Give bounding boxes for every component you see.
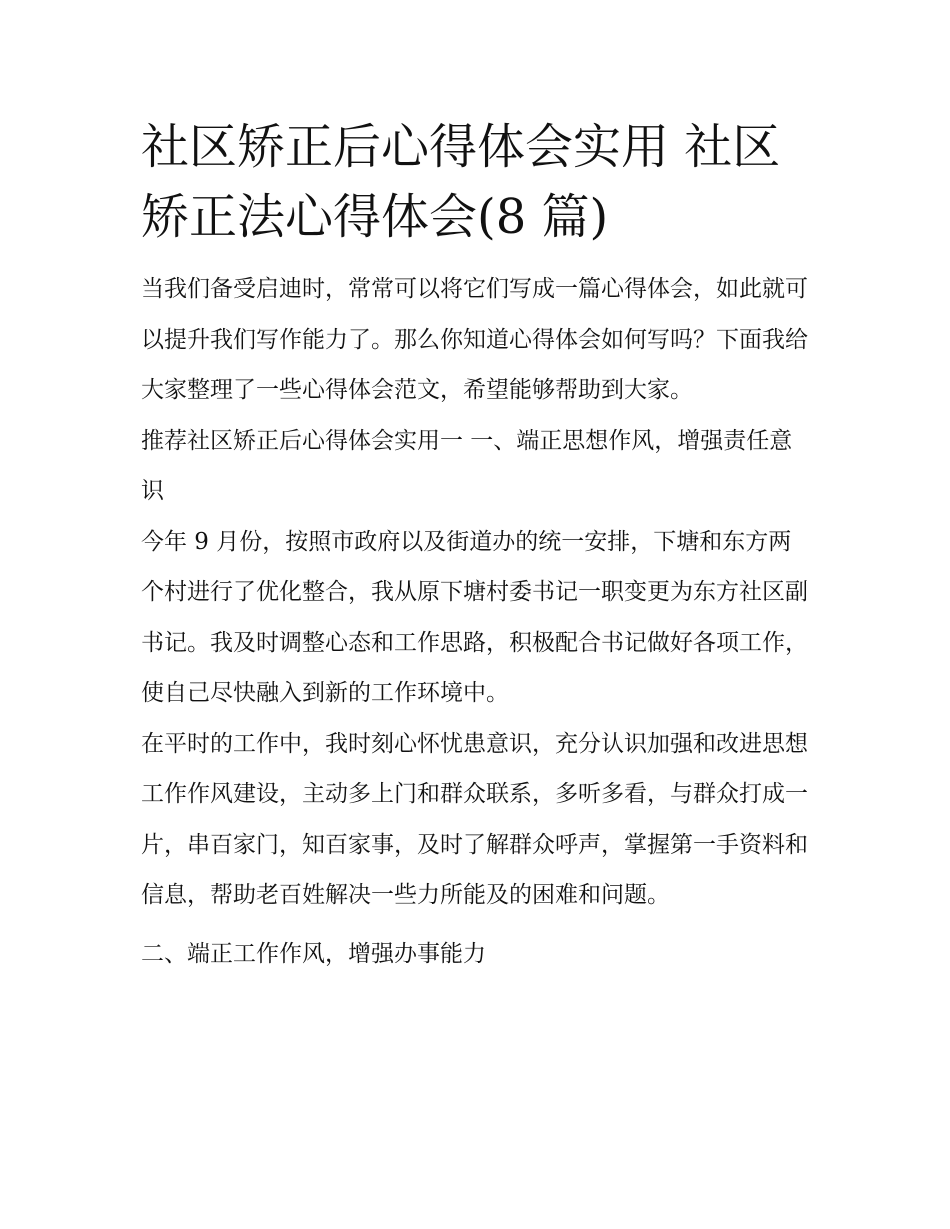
paragraph-body-2: 在平时的工作中，我时刻心怀忧患意识，充分认识加强和改进思想工作作风建设，主动多上门和群众联系，多听多看，与群众打成一片，串百家门，知百家事，及时了解群众呼声，掌握第一手资料和信息，帮助老百姓解决一些力所能及的困难和问题。 (141, 730, 808, 908)
paragraph-section-one-heading: 推荐社区矫正后心得体会实用一 一、端正思想作风，增强责任意识 (141, 427, 793, 504)
paragraph-body-1: 今年 9 月份，按照市政府以及街道办的统一安排，下塘和东方两个村进行了优化整合，我从原下塘村委书记一职变更为东方社区副书记。我及时调整心态和工作思路，积极配合书记做好各项工作，使自己尽快融入到新的工作环境中。 (141, 528, 808, 706)
document-page (141, 112, 813, 979)
document-title: 社区矫正后心得体会实用 社区矫正法心得体会(8 篇) (141, 119, 781, 245)
document-body (141, 264, 813, 979)
paragraph-section-two-heading: 二、端正工作作风，增强办事能力 (141, 940, 486, 967)
paragraph-intro: 当我们备受启迪时，常常可以将它们写成一篇心得体会，如此就可以提升我们写作能力了。那么你知道心得体会如何写吗？下面我给大家整理了一些心得体会范文，希望能够帮助到大家。 (141, 276, 808, 403)
